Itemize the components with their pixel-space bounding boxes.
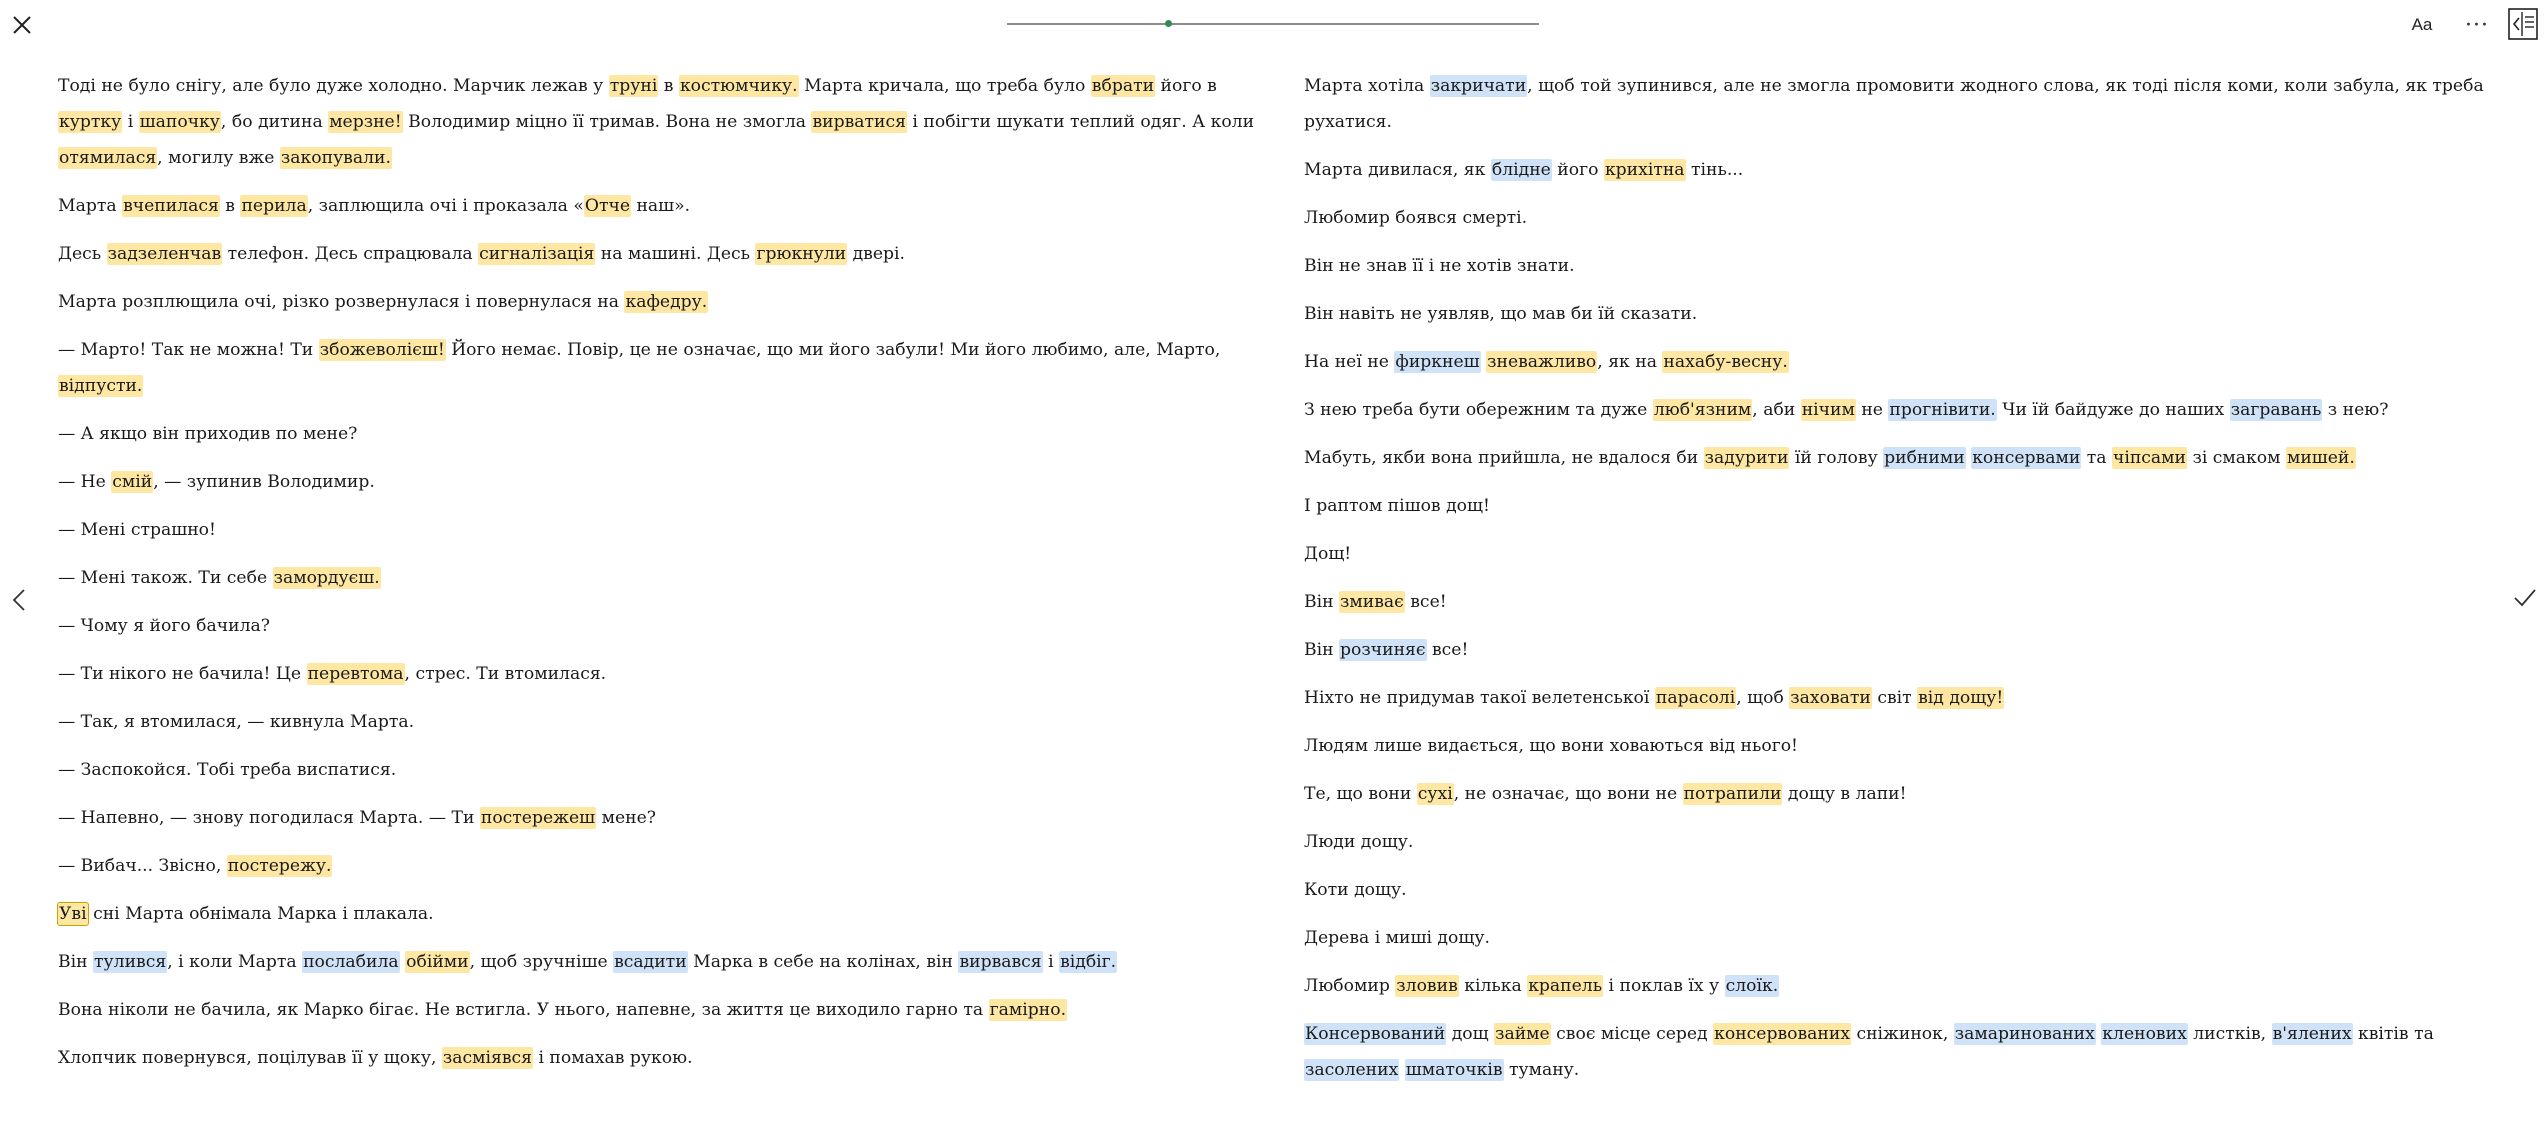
highlighted-word[interactable]: люб'язним — [1653, 400, 1752, 420]
text-run: Хлопчик повернувся, поцілував її у щоку, — [58, 1048, 442, 1068]
text-run: Мабуть, якби вона прийшла, не вдалося би — [1304, 448, 1704, 468]
highlighted-word[interactable]: послабила — [303, 952, 399, 972]
highlighted-word[interactable]: прогнівити. — [1889, 400, 1996, 420]
text-run: мене? — [596, 808, 656, 828]
text-run: Марта — [58, 196, 123, 216]
paragraph — [58, 896, 1258, 932]
text-run: в — [658, 76, 679, 96]
text-run: Те, що вони — [1304, 784, 1417, 804]
paragraph — [58, 416, 1258, 452]
paragraph — [58, 800, 1258, 836]
text-run: Його немає. Повір, це не означає, що ми його забули! Ми його любимо, але, Марто, — [445, 340, 1221, 360]
text-run: телефон. Десь спрацювала — [222, 244, 479, 264]
highlighted-word[interactable]: задзеленчав — [107, 244, 222, 264]
text-run: Десь — [58, 244, 107, 264]
highlighted-word[interactable]: куртку — [59, 112, 122, 132]
highlighted-word[interactable]: Отче — [584, 196, 631, 216]
highlighted-word[interactable]: загравань — [2230, 400, 2322, 420]
text-run: Він — [1304, 640, 1340, 660]
text-run: , і коли Марта — [167, 952, 303, 972]
text-run: — Заспокойся. Тобі треба виспатися. — [58, 760, 397, 780]
highlighted-word[interactable]: змиває — [1340, 592, 1404, 612]
highlighted-word[interactable]: отямилася — [59, 148, 157, 168]
paragraph — [58, 656, 1258, 692]
text-run: — А якщо він приходив по мене? — [58, 424, 358, 444]
paragraph — [1304, 632, 2504, 668]
text-run: Людям лише видається, що вони ховаються від нього! — [1304, 736, 1798, 756]
left-page-text — [58, 68, 1258, 1088]
text-run: — Вибач... Звісно, — [58, 856, 227, 876]
text-run: Володимир міцно її тримав. Вона не змогла — [402, 112, 812, 132]
highlighted-word[interactable]: нахабу-весну. — [1663, 352, 1788, 372]
text-run: і побігти шукати теплий одяг. А коли — [906, 112, 1255, 132]
highlighted-word[interactable]: мишей. — [2286, 448, 2355, 468]
highlighted-word[interactable]: закричати — [1430, 76, 1527, 96]
highlighted-word[interactable]: замордуєш. — [273, 568, 380, 588]
paragraph — [1304, 584, 2504, 620]
text-run: , заплющила очі і проказала « — [307, 196, 584, 216]
text-run: своє місце серед — [1550, 1024, 1714, 1044]
highlighted-word[interactable]: консервованих — [1714, 1024, 1851, 1044]
text-run: , бо дитина — [220, 112, 329, 132]
text-run: і — [122, 112, 139, 132]
text-run: З нею треба бути обережним та дуже — [1304, 400, 1653, 420]
highlighted-word[interactable]: вирватися — [812, 112, 906, 132]
paragraph — [1304, 344, 2504, 380]
highlighted-word[interactable]: сухі — [1417, 784, 1453, 804]
text-run: , щоб — [1736, 688, 1790, 708]
text-run: — Мені страшно! — [58, 520, 216, 540]
highlighted-word[interactable]: перевтома — [307, 664, 404, 684]
highlighted-word[interactable]: чіпсами — [2112, 448, 2186, 468]
highlighted-word[interactable]: сигналізація — [479, 244, 595, 264]
text-run: , стрес. Ти втомилася. — [404, 664, 607, 684]
paragraph — [58, 236, 1258, 272]
highlighted-word[interactable]: займе — [1495, 1024, 1550, 1044]
paragraph — [1304, 728, 2504, 764]
paragraph — [58, 68, 1258, 176]
highlighted-word[interactable]: мерзне! — [329, 112, 402, 132]
text-run: і поклав їх у — [1603, 976, 1725, 996]
text-run: — Так, я втомилася, — кивнула Марта. — [58, 712, 415, 732]
text-run: , щоб той зупинився, але не змогла промовити жодного слова, як тоді після коми, коли забула, як треба рухатися. — [1304, 76, 2484, 132]
text-run: Любомир — [1304, 976, 1396, 996]
text-run: — Мені також. Ти себе — [58, 568, 273, 588]
highlighted-word[interactable]: зловив — [1396, 976, 1458, 996]
paragraph — [58, 848, 1258, 884]
highlighted-word[interactable]: слоїк. — [1725, 976, 1779, 996]
text-run: — Напевно, — знову погодилася Марта. — Ти — [58, 808, 480, 828]
highlighted-word[interactable]: заховати — [1790, 688, 1871, 708]
text-run: Він навіть не уявляв, що мав би їй сказати. — [1304, 304, 1698, 324]
paragraph — [1304, 1016, 2504, 1088]
text-run: Він не знав її і не хотів знати. — [1304, 256, 1575, 276]
text-run: Дерева і миші дощу. — [1304, 928, 1490, 948]
highlighted-word[interactable]: вчепилася — [123, 196, 219, 216]
text-run: листків, — [2187, 1024, 2272, 1044]
paragraph — [58, 752, 1258, 788]
paragraph — [1304, 68, 2504, 140]
text-run: Любомир боявся смерті. — [1304, 208, 1528, 228]
highlighted-word[interactable]: тулився — [94, 952, 167, 972]
text-run: На неї не — [1304, 352, 1395, 372]
highlighted-word[interactable]: консервами — [1972, 448, 2081, 468]
text-run: його в — [1155, 76, 1217, 96]
highlighted-word[interactable]: вбрати — [1091, 76, 1155, 96]
text-run: і — [1042, 952, 1060, 972]
highlighted-word[interactable]: відбіг. — [1060, 952, 1117, 972]
highlighted-word[interactable]: в'ялених — [2272, 1024, 2352, 1044]
text-run: , аби — [1752, 400, 1801, 420]
highlighted-word[interactable]: Консервований — [1305, 1024, 1446, 1044]
highlighted-word[interactable]: перила — [241, 196, 307, 216]
highlighted-word[interactable]: замаринованих — [1954, 1024, 2095, 1044]
text-run: кілька — [1458, 976, 1528, 996]
text-run: туману. — [1503, 1060, 1580, 1080]
text-run: Марта розплющила очі, різко розвернулася і повернулася на — [58, 292, 625, 312]
right-page-text — [1304, 68, 2504, 1100]
paragraph — [58, 560, 1258, 596]
highlighted-word[interactable]: парасолі — [1655, 688, 1736, 708]
highlighted-word[interactable]: засміявся — [442, 1048, 532, 1068]
highlighted-word[interactable]: блідне — [1491, 160, 1551, 180]
text-run: Марта дивилася, як — [1304, 160, 1491, 180]
reader-toolbar — [0, 0, 2544, 52]
paragraph — [1304, 440, 2504, 476]
text-run: та — [2081, 448, 2112, 468]
highlighted-word[interactable]: закопували. — [280, 148, 391, 168]
text-run: Чи їй байдуже до наших — [1996, 400, 2230, 420]
text-run: — Ти нікого не бачила! Це — [58, 664, 307, 684]
paragraph — [1304, 680, 2504, 716]
checkmark-icon[interactable] — [2510, 582, 2540, 614]
highlighted-word[interactable]: крихітна — [1604, 160, 1685, 180]
text-run: Марта кричала, що треба було — [798, 76, 1091, 96]
text-run: , не означає, що вони не — [1453, 784, 1683, 804]
text-run: дощ — [1446, 1024, 1495, 1044]
highlighted-word[interactable]: відпусти. — [59, 376, 143, 396]
paragraph — [1304, 200, 2504, 236]
paragraph — [1304, 488, 2504, 524]
table-of-contents-icon[interactable] — [2506, 6, 2540, 42]
highlighted-word[interactable]: грюкнули — [756, 244, 847, 264]
paragraph — [58, 332, 1258, 404]
paragraph — [58, 944, 1258, 980]
text-run: його — [1551, 160, 1604, 180]
highlighted-word[interactable]: смій — [112, 472, 153, 492]
highlighted-word[interactable]: розчиняє — [1340, 640, 1426, 660]
paragraph — [58, 512, 1258, 548]
highlighted-word[interactable]: засолених — [1305, 1060, 1399, 1080]
highlighted-word[interactable]: задурити — [1704, 448, 1789, 468]
text-run: — Не — [58, 472, 112, 492]
paragraph — [58, 284, 1258, 320]
paragraph — [1304, 920, 2504, 956]
text-run: світ — [1871, 688, 1918, 708]
text-run: наш». — [631, 196, 691, 216]
paragraph — [1304, 392, 2504, 428]
highlighted-word[interactable]: обійми — [406, 952, 469, 972]
text-run: в — [219, 196, 241, 216]
text-run: з нею? — [2322, 400, 2389, 420]
highlighted-word[interactable]: зневажливо — [1487, 352, 1597, 372]
paragraph — [58, 188, 1258, 224]
highlighted-word[interactable]: нічим — [1801, 400, 1855, 420]
highlighted-word[interactable]: вирвався — [959, 952, 1042, 972]
highlighted-word[interactable]: постережеш — [480, 808, 596, 828]
close-icon[interactable] — [8, 10, 36, 40]
reading-progress-bar[interactable] — [1007, 23, 1539, 25]
highlighted-word[interactable]: всадити — [614, 952, 687, 972]
text-run: — Марто! Так не можна! Ти — [58, 340, 319, 360]
text-run: сніжинок, — [1851, 1024, 1954, 1044]
highlighted-word[interactable]: гамірно. — [989, 1000, 1067, 1020]
text-run: Люди дощу. — [1304, 832, 1414, 852]
paragraph — [1304, 248, 2504, 284]
text-run: не — [1855, 400, 1889, 420]
text-run: сні Марта обнімала Марка і плакала. — [87, 904, 434, 924]
highlighted-word[interactable]: від дощу! — [1918, 688, 2004, 708]
progress-thumb[interactable] — [1165, 20, 1172, 27]
text-run: , — зупинив Володимир. — [153, 472, 375, 492]
text-run: двері. — [847, 244, 905, 264]
text-run — [1399, 1060, 1404, 1080]
highlighted-word[interactable]: рибними — [1884, 448, 1965, 468]
paragraph — [1304, 872, 2504, 908]
text-run: Дощ! — [1304, 544, 1352, 564]
paragraph — [1304, 824, 2504, 860]
more-options-icon[interactable]: ··· — [2465, 12, 2489, 38]
text-run: і помахав рукою. — [532, 1048, 693, 1068]
paragraph — [58, 464, 1258, 500]
paragraph — [1304, 968, 2504, 1004]
text-run: Він — [1304, 592, 1340, 612]
font-settings-button[interactable]: Aa — [2411, 15, 2433, 34]
paragraph — [58, 1040, 1258, 1076]
text-run: , як на — [1597, 352, 1663, 372]
paragraph — [1304, 536, 2504, 572]
text-run: Ніхто не придумав такої велетенської — [1304, 688, 1655, 708]
text-run: все! — [1404, 592, 1447, 612]
text-run: Коти дощу. — [1304, 880, 1407, 900]
text-run: їй голову — [1789, 448, 1884, 468]
paragraph — [58, 704, 1258, 740]
text-run: зі смаком — [2186, 448, 2286, 468]
text-run: Він — [58, 952, 94, 972]
text-run: на машині. Десь — [595, 244, 756, 264]
previous-page-icon[interactable] — [6, 584, 32, 616]
text-run: тінь... — [1685, 160, 1744, 180]
highlighted-word[interactable]: кленових — [2102, 1024, 2187, 1044]
text-run: Марта хотіла — [1304, 76, 1430, 96]
text-run: Вона ніколи не бачила, як Марко бігає. Не встигла. У нього, напевне, за життя це виходило гарно та — [58, 1000, 989, 1020]
paragraph — [1304, 296, 2504, 332]
highlighted-word[interactable]: постережу. — [227, 856, 332, 876]
text-run: І раптом пішов дощ! — [1304, 496, 1490, 516]
highlighted-word[interactable]: фиркнеш — [1395, 352, 1480, 372]
text-run: — Чому я його бачила? — [58, 616, 270, 636]
text-run: дощу в лапи! — [1782, 784, 1907, 804]
highlighted-word[interactable]: труні — [609, 76, 658, 96]
highlighted-word[interactable]: шматочків — [1405, 1060, 1503, 1080]
text-run: , могилу вже — [157, 148, 280, 168]
highlighted-word[interactable]: кафедру. — [625, 292, 708, 312]
highlighted-word[interactable]: Уві — [59, 904, 87, 924]
highlighted-word[interactable]: крапель — [1528, 976, 1603, 996]
text-run: Марка в себе на колінах, він — [687, 952, 959, 972]
paragraph — [58, 608, 1258, 644]
paragraph — [1304, 152, 2504, 188]
highlighted-word[interactable]: костюмчику. — [679, 76, 798, 96]
paragraph — [1304, 776, 2504, 812]
highlighted-word[interactable]: потрапили — [1683, 784, 1782, 804]
text-run: Тоді не було снігу, але було дуже холодно. Марчик лежав у — [58, 76, 609, 96]
text-run: все! — [1426, 640, 1469, 660]
highlighted-word[interactable]: шапочку — [139, 112, 220, 132]
highlighted-word[interactable]: збожеволієш! — [319, 340, 445, 360]
text-run: , щоб зручніше — [469, 952, 614, 972]
text-run: квітів та — [2352, 1024, 2434, 1044]
paragraph — [58, 992, 1258, 1028]
